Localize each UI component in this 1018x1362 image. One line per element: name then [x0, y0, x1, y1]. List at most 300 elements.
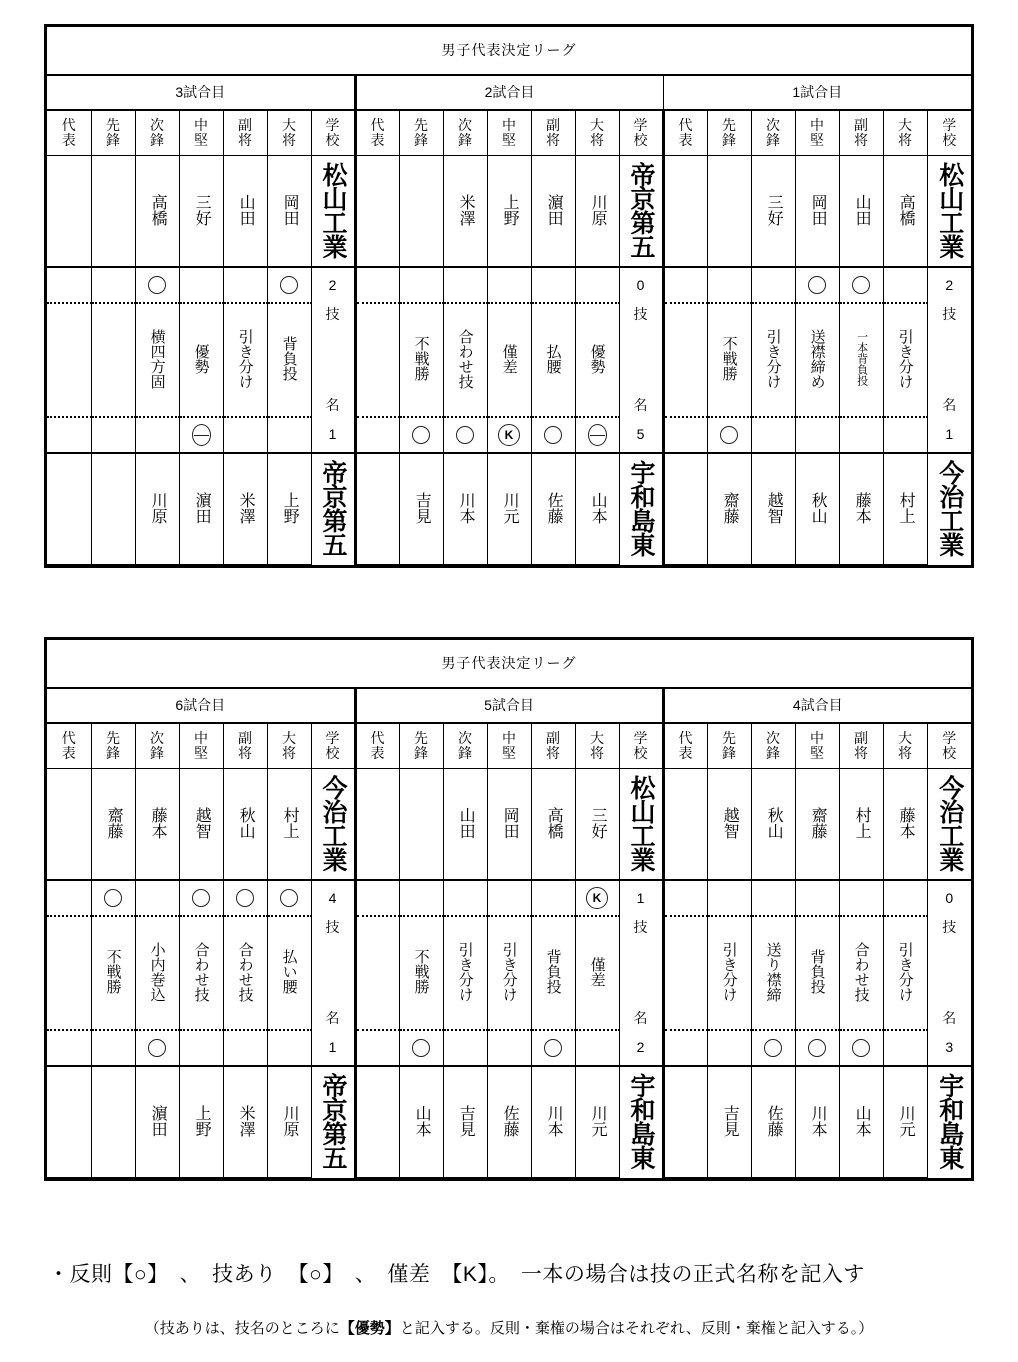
- top-player-0-4: 秋山: [223, 769, 267, 881]
- result-mark-circle: [148, 1039, 166, 1057]
- match-label-0: 6試合目: [47, 688, 355, 723]
- title-row: [47, 27, 971, 75]
- top-mark-2-0: [663, 267, 707, 303]
- bottom-school-1: 宇和島東: [619, 453, 663, 565]
- technique-1-4: 払腰: [531, 303, 575, 417]
- bottom-player-0-2: 川原: [135, 453, 179, 565]
- top-player-0-3: 三好: [179, 156, 223, 268]
- technique-2-4: 一本背負投: [839, 303, 883, 417]
- title-row: [47, 640, 971, 688]
- technique-1-5: 優勢: [575, 303, 619, 417]
- top-score-2: 0: [927, 880, 971, 916]
- score-labels-2: [927, 916, 971, 1030]
- technique-2-4: 合わせ技: [839, 916, 883, 1030]
- match-label-2: 4試合目: [663, 688, 971, 723]
- bottom-player-1-3: 佐藤: [487, 1066, 531, 1178]
- bottom-score-2: 3: [927, 1030, 971, 1066]
- top-player-1-3: 上野: [487, 156, 531, 268]
- top-player-0-0: [47, 156, 91, 268]
- col-header-1-4: 副 将: [531, 723, 575, 769]
- technique-0-3: 合わせ技: [179, 916, 223, 1030]
- top-score-0: 2: [311, 267, 355, 303]
- result-mark-k: K: [586, 887, 608, 909]
- score-labels-0: [311, 303, 355, 417]
- top-mark-0-5: [267, 880, 311, 916]
- top-player-0-3: 越智: [179, 769, 223, 881]
- result-mark-circle: [852, 276, 870, 294]
- top-mark-0-5: [267, 267, 311, 303]
- top-mark-1-1: [399, 880, 443, 916]
- col-header-1-0: 代 表: [355, 723, 399, 769]
- top-player-0-0: [47, 769, 91, 881]
- bottom-mark-0-1: [91, 1030, 135, 1066]
- footer-note-prefix: （技ありは、技名のところに: [144, 1320, 340, 1337]
- technique-2-2: 引き分け: [751, 303, 795, 417]
- top-player-1-3: 岡田: [487, 769, 531, 881]
- top-mark-0-1: [91, 267, 135, 303]
- footer-legend-line: [0, 1258, 1018, 1288]
- top-mark-0-2: [135, 880, 179, 916]
- result-mark-circle: [764, 1039, 782, 1057]
- bottom-mark-2-3: [795, 1030, 839, 1066]
- waza-label: 技: [942, 306, 957, 322]
- bottom-player-0-3: 上野: [179, 1066, 223, 1178]
- result-mark-k: K: [498, 424, 520, 446]
- top-mark-2-3: [795, 267, 839, 303]
- na-label: 名: [942, 1010, 957, 1027]
- technique-0-1: [91, 303, 135, 417]
- top-player-1-1: [399, 769, 443, 881]
- top-mark-1-3: [487, 880, 531, 916]
- technique-0-1: 不戦勝: [91, 916, 135, 1030]
- bottom-player-2-1: 吉見: [707, 1066, 751, 1178]
- bottom-score-1: 5: [619, 417, 663, 453]
- top-score-0: 4: [311, 880, 355, 916]
- col-header-1-5: 大 将: [575, 723, 619, 769]
- bottom-player-1-4: 川本: [531, 1066, 575, 1178]
- technique-0-4: 合わせ技: [223, 916, 267, 1030]
- top-mark-2-3: [795, 880, 839, 916]
- result-mark-circle: [192, 889, 210, 907]
- technique-2-1: 不戦勝: [707, 303, 751, 417]
- top-mark-1-2: [443, 267, 487, 303]
- col-header-2-3: 中 堅: [795, 110, 839, 156]
- bottom-mark-1-4: [531, 1030, 575, 1066]
- bottom-school-1: 宇和島東: [619, 1066, 663, 1178]
- score-labels-1: [619, 916, 663, 1030]
- result-mark-circle: [720, 426, 738, 444]
- score-labels-0: [311, 916, 355, 1030]
- top-player-0-2: 高橋: [135, 156, 179, 268]
- top-mark-2-2: [751, 267, 795, 303]
- top-player-0-1: 齋藤: [91, 769, 135, 881]
- col-header-0-1: 先 鋒: [91, 110, 135, 156]
- top-mark-2-4: [839, 880, 883, 916]
- na-label: 名: [325, 397, 340, 414]
- sheet-title: 男子代表決定リーグ: [47, 27, 971, 75]
- bottom-player-2-2: 佐藤: [751, 1066, 795, 1178]
- result-mark-circle: [456, 426, 474, 444]
- top-mark-2-0: [663, 880, 707, 916]
- col-header-1-1: 先 鋒: [399, 723, 443, 769]
- top-team-name-row: [47, 156, 971, 268]
- col-header-2-6: 学 校: [927, 110, 971, 156]
- waza-label: 技: [633, 919, 648, 935]
- column-header-row: [47, 723, 971, 769]
- match-label-0: 3試合目: [47, 75, 355, 110]
- bottom-player-2-0: [663, 1066, 707, 1178]
- top-school-1: 松山工業: [619, 769, 663, 881]
- top-player-2-0: [663, 769, 707, 881]
- bottom-player-0-1: [91, 453, 135, 565]
- technique-0-4: 引き分け: [223, 303, 267, 417]
- bottom-mark-2-1: [707, 417, 751, 453]
- bottom-mark-1-2: [443, 1030, 487, 1066]
- bottom-mark-0-5: [267, 417, 311, 453]
- top-player-1-5: 三好: [575, 769, 619, 881]
- bottom-player-2-4: 藤本: [839, 453, 883, 565]
- col-header-2-0: 代 表: [663, 723, 707, 769]
- bottom-mark-1-5: [575, 417, 619, 453]
- top-mark-0-2: [135, 267, 179, 303]
- result-mark-circle: [412, 426, 430, 444]
- na-label: 名: [942, 397, 957, 414]
- top-mark-2-1: [707, 267, 751, 303]
- match-label-1: 2試合目: [355, 75, 663, 110]
- technique-1-3: 引き分け: [487, 916, 531, 1030]
- top-school-1: 帝京第五: [619, 156, 663, 268]
- technique-1-4: 背負投: [531, 916, 575, 1030]
- result-mark-foul: [588, 424, 607, 446]
- bottom-player-0-5: 上野: [267, 453, 311, 565]
- scoresheet-table: [47, 640, 971, 1178]
- result-mark-circle: [280, 276, 298, 294]
- bottom-mark-2-2: [751, 417, 795, 453]
- bottom-mark-2-3: [795, 417, 839, 453]
- bottom-score-0: 1: [311, 1030, 355, 1066]
- top-player-2-2: 秋山: [751, 769, 795, 881]
- col-header-2-4: 副 将: [839, 723, 883, 769]
- top-mark-1-5: [575, 267, 619, 303]
- technique-2-5: 引き分け: [883, 916, 927, 1030]
- na-label: 名: [633, 397, 648, 414]
- technique-2-3: 送襟締め: [795, 303, 839, 417]
- result-mark-circle: [544, 426, 562, 444]
- bottom-player-1-2: 川本: [443, 453, 487, 565]
- bottom-result-mark-row: [47, 1030, 971, 1066]
- top-player-2-1: [707, 156, 751, 268]
- col-header-2-5: 大 将: [883, 110, 927, 156]
- bottom-mark-1-0: [355, 417, 399, 453]
- col-header-1-3: 中 堅: [487, 110, 531, 156]
- top-player-0-4: 山田: [223, 156, 267, 268]
- technique-0-0: [47, 303, 91, 417]
- col-header-2-4: 副 将: [839, 110, 883, 156]
- bottom-mark-0-3: [179, 417, 223, 453]
- bottom-school-2: 宇和島東: [927, 1066, 971, 1178]
- bottom-player-1-4: 佐藤: [531, 453, 575, 565]
- top-player-1-0: [355, 156, 399, 268]
- bottom-mark-2-0: [663, 417, 707, 453]
- technique-1-3: 僅差: [487, 303, 531, 417]
- top-mark-1-2: [443, 880, 487, 916]
- bottom-player-2-3: 秋山: [795, 453, 839, 565]
- top-mark-2-4: [839, 267, 883, 303]
- bottom-mark-2-1: [707, 1030, 751, 1066]
- col-header-0-4: 副 将: [223, 110, 267, 156]
- top-mark-2-5: [883, 880, 927, 916]
- bottom-mark-0-3: [179, 1030, 223, 1066]
- top-mark-2-5: [883, 267, 927, 303]
- top-mark-0-1: [91, 880, 135, 916]
- top-score-2: 2: [927, 267, 971, 303]
- top-player-2-5: 藤本: [883, 769, 927, 881]
- bottom-mark-0-1: [91, 417, 135, 453]
- bottom-mark-1-1: [399, 1030, 443, 1066]
- top-mark-0-0: [47, 880, 91, 916]
- top-score-1: 1: [619, 880, 663, 916]
- col-header-0-5: 大 将: [267, 723, 311, 769]
- bottom-mark-1-2: [443, 417, 487, 453]
- result-mark-circle: [852, 1039, 870, 1057]
- bottom-school-0: 帝京第五: [311, 1066, 355, 1178]
- bottom-player-1-0: [355, 453, 399, 565]
- footer-note-line: [0, 1317, 1018, 1338]
- scoresheet-block-1: [44, 24, 974, 568]
- match-label-row: [47, 688, 971, 723]
- top-player-0-1: [91, 156, 135, 268]
- top-mark-1-5: [575, 880, 619, 916]
- result-mark-circle: [808, 1039, 826, 1057]
- bottom-mark-0-5: [267, 1030, 311, 1066]
- scoresheet-table: [47, 27, 971, 565]
- result-mark-circle: [148, 276, 166, 294]
- bottom-player-2-4: 山本: [839, 1066, 883, 1178]
- waza-label: 技: [942, 919, 957, 935]
- col-header-2-5: 大 将: [883, 723, 927, 769]
- technique-2-0: [663, 303, 707, 417]
- bottom-mark-2-4: [839, 417, 883, 453]
- top-player-2-2: 三好: [751, 156, 795, 268]
- bottom-player-2-2: 越智: [751, 453, 795, 565]
- col-header-1-2: 次 鋒: [443, 723, 487, 769]
- bottom-mark-1-5: [575, 1030, 619, 1066]
- top-mark-0-3: [179, 880, 223, 916]
- na-label: 名: [325, 1010, 340, 1027]
- bottom-school-2: 今治工業: [927, 453, 971, 565]
- technique-0-2: 横四方固: [135, 303, 179, 417]
- technique-1-0: [355, 916, 399, 1030]
- col-header-1-5: 大 将: [575, 110, 619, 156]
- bottom-player-1-5: 山本: [575, 453, 619, 565]
- top-school-0: 松山工業: [311, 156, 355, 268]
- bottom-player-0-3: 濵田: [179, 453, 223, 565]
- bottom-player-1-1: 山本: [399, 1066, 443, 1178]
- technique-0-2: 小内巻込: [135, 916, 179, 1030]
- result-mark-circle: [544, 1039, 562, 1057]
- top-player-0-5: 村上: [267, 769, 311, 881]
- bottom-mark-1-4: [531, 417, 575, 453]
- bottom-result-mark-row: [47, 417, 971, 453]
- col-header-0-0: 代 表: [47, 110, 91, 156]
- waza-label: 技: [325, 306, 340, 322]
- top-mark-0-4: [223, 880, 267, 916]
- top-result-mark-row: [47, 267, 971, 303]
- top-player-2-4: 村上: [839, 769, 883, 881]
- bottom-mark-0-2: [135, 417, 179, 453]
- top-mark-1-4: [531, 880, 575, 916]
- bottom-player-0-4: 米澤: [223, 1066, 267, 1178]
- bottom-player-2-3: 川本: [795, 1066, 839, 1178]
- top-mark-1-0: [355, 267, 399, 303]
- col-header-1-6: 学 校: [619, 110, 663, 156]
- technique-2-5: 引き分け: [883, 303, 927, 417]
- top-mark-1-4: [531, 267, 575, 303]
- bottom-mark-1-3: [487, 1030, 531, 1066]
- col-header-2-3: 中 堅: [795, 723, 839, 769]
- top-player-1-5: 川原: [575, 156, 619, 268]
- top-mark-0-4: [223, 267, 267, 303]
- col-header-1-0: 代 表: [355, 110, 399, 156]
- bottom-mark-1-3: [487, 417, 531, 453]
- technique-0-0: [47, 916, 91, 1030]
- col-header-1-2: 次 鋒: [443, 110, 487, 156]
- result-mark-circle: [236, 889, 254, 907]
- top-score-1: 0: [619, 267, 663, 303]
- waza-label: 技: [325, 919, 340, 935]
- bottom-player-1-2: 吉見: [443, 1066, 487, 1178]
- col-header-1-1: 先 鋒: [399, 110, 443, 156]
- col-header-0-6: 学 校: [311, 110, 355, 156]
- technique-0-5: 払い腰: [267, 916, 311, 1030]
- technique-row: [47, 303, 971, 417]
- bottom-player-2-1: 齋藤: [707, 453, 751, 565]
- waza-label: 技: [633, 306, 648, 322]
- top-player-2-4: 山田: [839, 156, 883, 268]
- technique-1-0: [355, 303, 399, 417]
- top-player-1-2: 米澤: [443, 156, 487, 268]
- col-header-0-3: 中 堅: [179, 110, 223, 156]
- bottom-player-1-5: 川元: [575, 1066, 619, 1178]
- score-labels-1: [619, 303, 663, 417]
- technique-row: [47, 916, 971, 1030]
- top-player-1-4: 濵田: [531, 156, 575, 268]
- sheet-title: 男子代表決定リーグ: [47, 640, 971, 688]
- footer-note-emphasis: 【優勢】: [339, 1320, 400, 1337]
- bottom-player-1-0: [355, 1066, 399, 1178]
- top-player-1-1: [399, 156, 443, 268]
- bottom-player-2-0: [663, 453, 707, 565]
- col-header-0-5: 大 将: [267, 110, 311, 156]
- bottom-score-0: 1: [311, 417, 355, 453]
- col-header-1-6: 学 校: [619, 723, 663, 769]
- top-player-2-0: [663, 156, 707, 268]
- bottom-mark-1-0: [355, 1030, 399, 1066]
- bottom-team-name-row: [47, 1066, 971, 1178]
- top-player-1-2: 山田: [443, 769, 487, 881]
- top-school-0: 今治工業: [311, 769, 355, 881]
- bottom-mark-2-4: [839, 1030, 883, 1066]
- col-header-0-4: 副 将: [223, 723, 267, 769]
- top-mark-2-2: [751, 880, 795, 916]
- bottom-mark-0-0: [47, 417, 91, 453]
- technique-1-2: 合わせ技: [443, 303, 487, 417]
- top-mark-1-3: [487, 267, 531, 303]
- top-mark-1-0: [355, 880, 399, 916]
- scoresheet-block-2: [44, 637, 974, 1181]
- technique-1-1: 不戦勝: [399, 303, 443, 417]
- col-header-2-0: 代 表: [663, 110, 707, 156]
- bottom-team-name-row: [47, 453, 971, 565]
- technique-2-1: 引き分け: [707, 916, 751, 1030]
- top-player-0-2: 藤本: [135, 769, 179, 881]
- top-mark-0-0: [47, 267, 91, 303]
- top-player-2-3: 齋藤: [795, 769, 839, 881]
- bottom-mark-2-2: [751, 1030, 795, 1066]
- match-label-2: 1試合目: [663, 75, 971, 110]
- result-mark-circle: [808, 276, 826, 294]
- top-player-2-5: 高橋: [883, 156, 927, 268]
- bottom-mark-2-5: [883, 417, 927, 453]
- col-header-2-2: 次 鋒: [751, 723, 795, 769]
- na-label: 名: [633, 1010, 648, 1027]
- bottom-mark-0-4: [223, 417, 267, 453]
- top-mark-0-3: [179, 267, 223, 303]
- top-school-2: 今治工業: [927, 769, 971, 881]
- bottom-school-0: 帝京第五: [311, 453, 355, 565]
- col-header-0-6: 学 校: [311, 723, 355, 769]
- result-mark-circle: [104, 889, 122, 907]
- bottom-player-0-5: 川原: [267, 1066, 311, 1178]
- bottom-mark-0-0: [47, 1030, 91, 1066]
- top-player-1-4: 高橋: [531, 769, 575, 881]
- bottom-player-1-1: 吉見: [399, 453, 443, 565]
- bottom-player-1-3: 川元: [487, 453, 531, 565]
- bottom-mark-0-2: [135, 1030, 179, 1066]
- column-header-row: [47, 110, 971, 156]
- bottom-player-2-5: 川元: [883, 1066, 927, 1178]
- score-labels-2: [927, 303, 971, 417]
- result-mark-circle: [412, 1039, 430, 1057]
- bottom-player-0-0: [47, 453, 91, 565]
- result-mark-circle: [280, 889, 298, 907]
- col-header-0-3: 中 堅: [179, 723, 223, 769]
- col-header-0-2: 次 鋒: [135, 723, 179, 769]
- top-mark-2-1: [707, 880, 751, 916]
- technique-0-3: 優勢: [179, 303, 223, 417]
- top-player-1-0: [355, 769, 399, 881]
- bottom-score-1: 2: [619, 1030, 663, 1066]
- technique-1-1: 不戦勝: [399, 916, 443, 1030]
- bottom-mark-2-5: [883, 1030, 927, 1066]
- technique-2-0: [663, 916, 707, 1030]
- top-school-2: 松山工業: [927, 156, 971, 268]
- col-header-0-1: 先 鋒: [91, 723, 135, 769]
- top-player-2-3: 岡田: [795, 156, 839, 268]
- col-header-0-2: 次 鋒: [135, 110, 179, 156]
- top-player-0-5: 岡田: [267, 156, 311, 268]
- top-result-mark-row: [47, 880, 971, 916]
- col-header-2-1: 先 鋒: [707, 110, 751, 156]
- technique-0-5: 背負投: [267, 303, 311, 417]
- technique-2-3: 背負投: [795, 916, 839, 1030]
- match-label-row: [47, 75, 971, 110]
- col-header-1-4: 副 将: [531, 110, 575, 156]
- footer-legend-text: ・反則【○】 、 技あり 【○】 、 僅差 【K】。 一本の場合は技の正式名称を記入す: [48, 1263, 865, 1286]
- bottom-player-2-5: 村上: [883, 453, 927, 565]
- footer-note-suffix: と記入する。反則・棄権の場合はそれぞれ、反則・棄権と記入する。）: [399, 1320, 874, 1337]
- top-mark-1-1: [399, 267, 443, 303]
